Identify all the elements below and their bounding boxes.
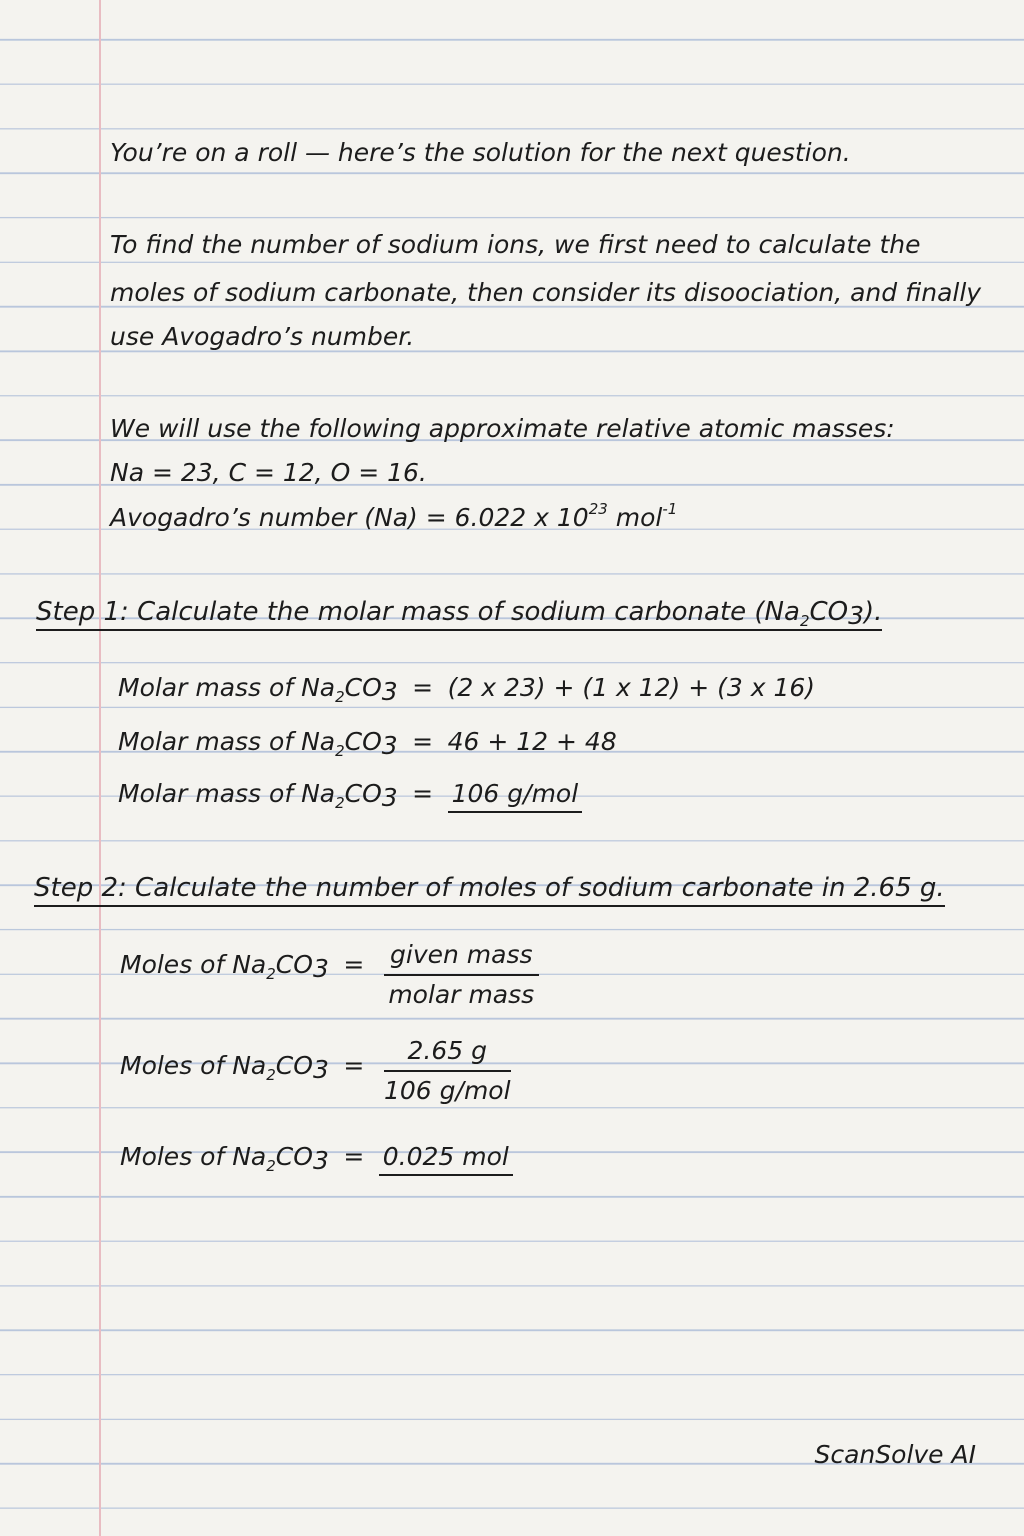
fraction-denominator-molar-mass: 106 g/mol xyxy=(384,1076,511,1105)
molar-mass-expression: (2 x 23) + (1 x 12) + (3 x 16) xyxy=(447,673,816,702)
step1-heading: Step 1: Calculate the molar mass of sodium carbonate $(Na_2CO_3)$. xyxy=(36,597,883,630)
fraction-denominator: molar mass xyxy=(388,980,535,1009)
molar-mass-line-2: Molar mass of $Na_2CO_3 = 46 + 12 + 48$ xyxy=(118,727,617,760)
moles-formula-fraction xyxy=(384,940,539,1010)
moles-line-1-label: Moles of $Na_2CO_3$ = xyxy=(120,950,365,983)
molar-mass-sum: 46 + 12 + 48 xyxy=(447,727,617,756)
atomic-masses-intro: We will use the following approximate relative atomic masses: xyxy=(110,414,895,443)
avogadro-label: Avogadro’s number (Na) = 6.022 x 10 xyxy=(110,503,589,532)
intro-text: You’re on a roll — here’s the solution for the next question. xyxy=(110,138,851,167)
fraction-numerator-mass: 2.65 g xyxy=(384,1036,511,1072)
step2-heading: Step 2: Calculate the number of moles of sodium carbonate in 2.65 g. xyxy=(34,873,945,907)
step2-heading-label: Step 2 xyxy=(34,873,119,903)
avogadro-unit-exponent: -1 xyxy=(662,500,678,518)
paragraph-line-2: moles of sodium carbonate, then consider its disoociation, and finally xyxy=(110,278,982,307)
avogadro-unit: mol xyxy=(615,503,663,532)
fraction-numerator: given mass xyxy=(384,940,539,976)
step1-heading-label: Step 1 xyxy=(36,597,121,627)
moles-line-3: Moles of $Na_2CO_3 = 0.025$ mol xyxy=(120,1142,513,1172)
moles-line-2-label: Moles of $Na_2CO_3$ = xyxy=(120,1051,365,1084)
molar-mass-line-1: Molar mass of $Na_2CO_3 = (2$ x 23) + (1 x 12) + (3 x 16) xyxy=(118,673,816,706)
paragraph-line-1: To find the number of sodium ions, we first need to calculate the xyxy=(110,230,921,259)
notebook-margin-line xyxy=(99,0,101,1536)
avogadro-number xyxy=(110,500,678,533)
moles-result: 0.025 mol xyxy=(379,1142,513,1176)
moles-values-fraction xyxy=(384,1036,511,1106)
brand-watermark: ScanSolve AI xyxy=(814,1440,976,1469)
molar-mass-result: 106 g/mol xyxy=(448,779,583,813)
avogadro-exponent: 23 xyxy=(588,500,608,518)
atomic-masses: Na = 23, C = 12, O = 16. xyxy=(110,458,427,487)
molar-mass-line-3: Molar mass of $Na_2CO_3 = 106$ g/mol xyxy=(118,779,582,809)
paragraph-line-3: use Avogadro’s number. xyxy=(110,322,415,351)
